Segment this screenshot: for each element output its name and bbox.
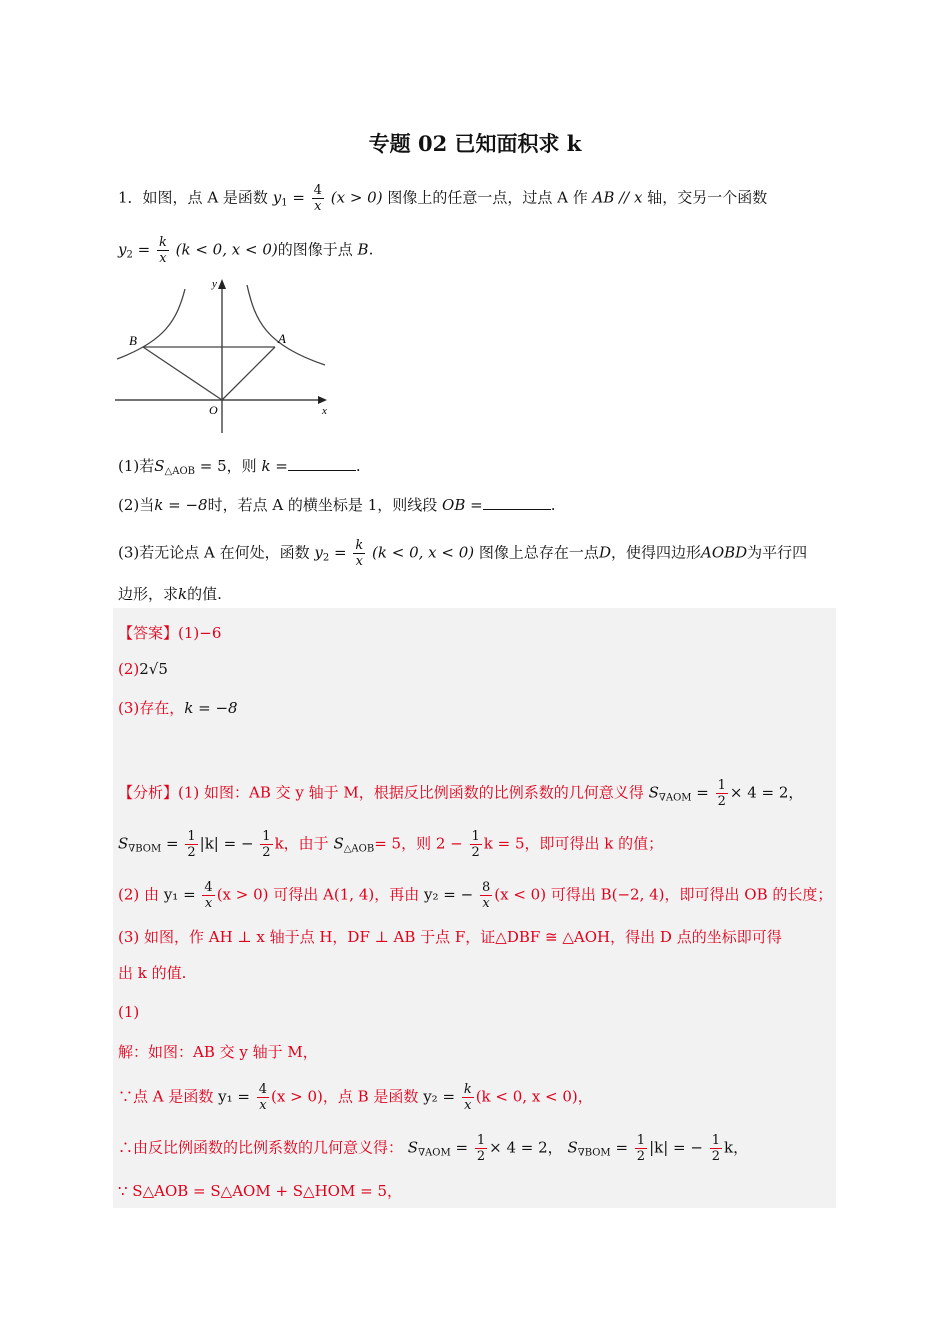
solution-line-4: ∵ S△AOB = S△AOM + S△HOM = 5， xyxy=(118,1182,402,1200)
label-o: O xyxy=(209,403,218,417)
y-axis-arrow xyxy=(218,279,226,289)
question-line-1: 1．如图，点 A 是函数 $y_1$ = $\frac{4}{x}$ (x > 0) 图像上的任意一点，过点 A 作 AB // x 轴，交另一个函数 xyxy=(118,183,768,214)
fraction-k-over-x: $\frac{k}{x}$ xyxy=(158,235,167,266)
segment-bo xyxy=(143,347,222,400)
label-b: B xyxy=(129,333,137,348)
analysis-line-2: $S_{\nabla BOM}$ = $\frac{1}{2}$ |k| = − $\frac{1}{2}$ k，由于 $S_{\triangle AOB}= 5$，则 2 − $\frac{1}{2}$ k = 5，即可得出 k 的值； xyxy=(118,829,664,860)
curve-y2 xyxy=(117,289,185,359)
solution-part-1: (1) xyxy=(118,1003,140,1021)
answer-tag: 【答案】 xyxy=(118,624,179,642)
answer-line-1: 【答案】(1)−6 xyxy=(118,624,222,642)
answer-blank-2[interactable] xyxy=(483,497,551,510)
answer-line-3: (3)存在，k = −8 xyxy=(118,699,238,717)
analysis-line-1: 【分析】(1) 如图：AB 交 y 轴于 M，根据反比例函数的比例系数的几何意义得 $S_{\nabla AOM}$ = $\frac{1}{2}$ × 4 = 2， xyxy=(118,778,804,809)
solution-line-1: 解：如图：AB 交 y 轴于 M， xyxy=(118,1043,318,1061)
solution-line-3: ∴由反比例函数的比例系数的几何意义得： $S_{\nabla AOM}$ = $\frac{1}{2}$ × 4 = 2， $S_{\nabla BOM}$ = $\frac{1}{2}$ |k| = − $\frac{1}{2}$ k， xyxy=(118,1133,749,1164)
answer-blank-1[interactable] xyxy=(288,458,356,471)
label-x: x xyxy=(322,405,327,417)
question-number: 1． xyxy=(118,188,143,207)
label-a: A xyxy=(278,331,286,346)
analysis-tag: 【分析】 xyxy=(118,783,179,802)
page-title: 专题 02 已知面积求 k xyxy=(368,131,582,156)
sub-question-1: (1)若$S_{\triangle AOB} = 5$，则 k = . xyxy=(118,457,361,477)
analysis-line-3: (2) 由 y₁ = $\frac{4}{x}$ (x > 0) 可得出 A(1, 4)，再由 y₂ = − $\frac{8}{x}$ (x < 0) 可得出 B(−2, 4)，即可得出 OB 的长度； xyxy=(118,880,833,911)
sub-question-3-line-1: (3)若无论点 A 在何处，函数 $y_2$ = $\frac{k}{x}$ (k < 0, x < 0) 图像上总存在一点D，使得四边形AOBD为平行四 xyxy=(118,538,808,569)
sub-question-3-line-2: 边形，求k的值. xyxy=(118,585,222,603)
segment-ao xyxy=(222,347,275,400)
solution-line-2: ∵点 A 是函数 y₁ = $\frac{4}{x}$ (x > 0)，点 B 是函数 y₂ = $\frac{k}{x}$ (k < 0, x < 0)， xyxy=(118,1082,593,1113)
function-graph-figure xyxy=(115,275,330,435)
analysis-line-4: (3) 如图，作 AH ⊥ x 轴于点 H，DF ⊥ AB 于点 F，证△DBF ≅ △AOH，得出 D 点的坐标即可得 xyxy=(118,928,782,946)
label-y: y xyxy=(212,278,217,290)
answer-line-2: (2)2√5 xyxy=(118,660,168,678)
analysis-line-5: 出 k 的值. xyxy=(118,964,187,982)
question-line-2: $y_2$ = $\frac{k}{x}$ (k < 0, x < 0)的图像于点 B. xyxy=(118,235,374,266)
sub-question-2: (2)当k = −8时，若点 A 的横坐标是 1，则线段 OB = . xyxy=(118,496,556,514)
x-axis-arrow xyxy=(318,396,327,404)
curve-y1 xyxy=(247,285,325,365)
fraction-4-over-x: $\frac{4}{x}$ xyxy=(313,183,322,214)
